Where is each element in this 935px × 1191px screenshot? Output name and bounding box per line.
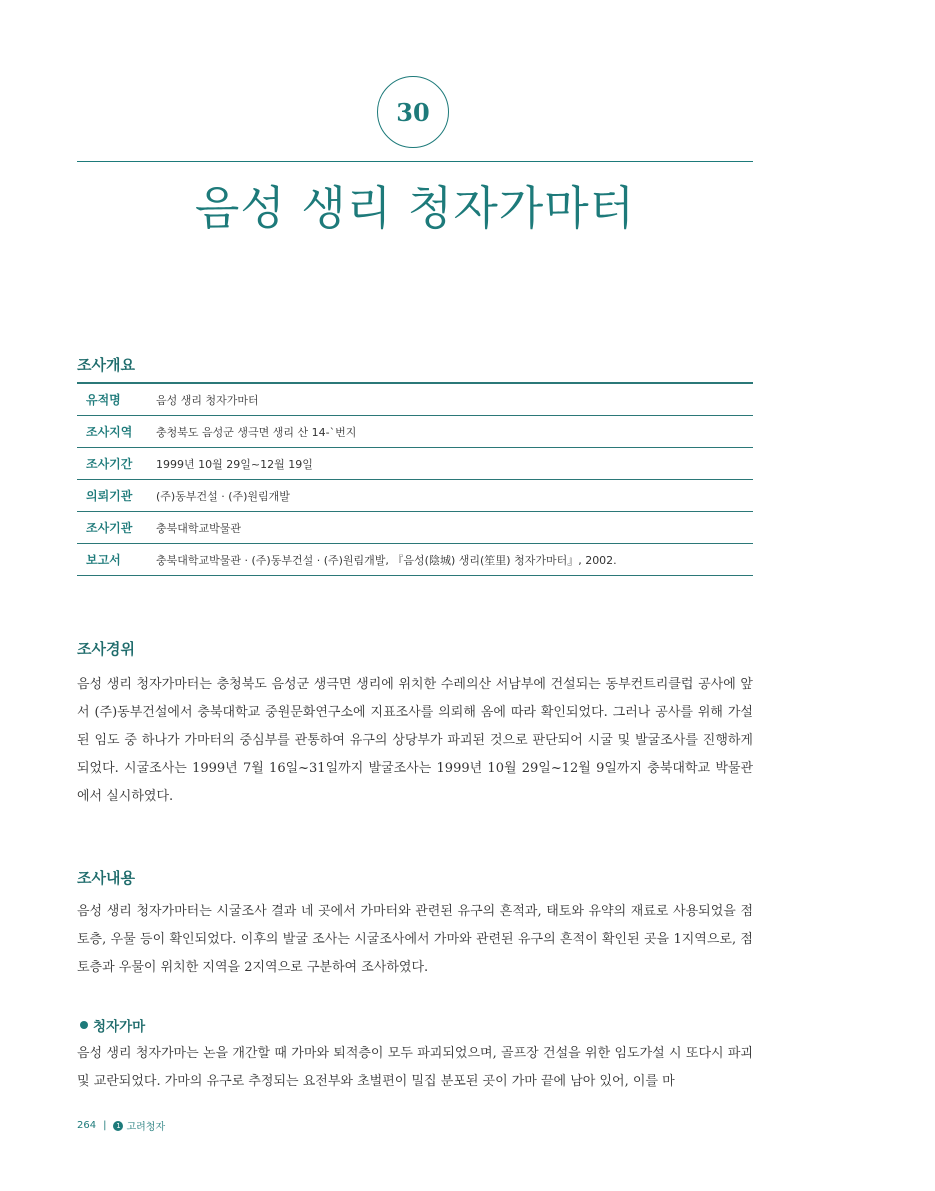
table-row — [77, 448, 753, 480]
row-label: 유적명 — [86, 393, 121, 407]
row-label: 의뢰기관 — [86, 489, 133, 503]
page-number: 264 — [77, 1120, 97, 1131]
contents-paragraph: 음성 생리 청자가마터는 시굴조사 결과 네 곳에서 가마터와 관련된 유구의 흔적과, 태토와 유약의 재료로 사용되었을 점토층, 우물 등이 확인되었다. 이후의 발굴 조사는 시굴조사에서 가마와 관련된 유구의 흔적이 확인된 곳을 1지역으로, 점토층과 우물이 위치한 지역을 2지역으로 구분하여 조사하였다. — [77, 904, 753, 975]
title-divider — [77, 161, 753, 162]
row-value: 충청북도 음성군 생극면 생리 산 14-`번지 — [156, 425, 357, 439]
row-label: 조사기관 — [86, 521, 133, 535]
footer-divider: | — [103, 1120, 107, 1131]
row-value: (주)동부건설 · (주)원림개발 — [156, 489, 290, 503]
chapter-number: 30 — [396, 97, 430, 127]
table-row — [77, 544, 753, 576]
kiln-subheading — [77, 1015, 145, 1035]
background-heading: 조사경위 — [77, 640, 135, 658]
section-title: 고려청자 — [126, 1122, 166, 1133]
page-title: 음성 생리 청자가마터 — [194, 181, 636, 235]
row-value: 1999년 10월 29일~12월 19일 — [156, 457, 313, 471]
kiln-heading-text: 청자가마 — [93, 1019, 146, 1035]
row-value: 충북대학교박물관 · (주)동부건설 · (주)원림개발, 『음성(陰城) 생리(笙里) 청자가마터』, 2002. — [156, 553, 617, 567]
row-label: 보고서 — [86, 553, 121, 567]
kiln-paragraph: 음성 생리 청자가마는 논을 개간할 때 가마와 퇴적층이 모두 파괴되었으며, 골프장 건설을 위한 임도가설 시 또다시 파괴 및 교란되었다. 가마의 유구로 추정되는 요전부와 초벌편이 밀집 분포된 곳이 가마 끝에 남아 있어, 이를 마 — [77, 1046, 753, 1089]
row-label: 조사지역 — [86, 425, 133, 439]
overview-table — [77, 382, 753, 576]
table-row — [77, 384, 753, 416]
table-row — [77, 480, 753, 512]
row-value: 음성 생리 청자가마터 — [156, 393, 259, 407]
row-label: 조사기간 — [86, 457, 133, 471]
table-row — [77, 512, 753, 544]
contents-heading: 조사내용 — [77, 869, 135, 887]
row-value: 충북대학교박물관 — [156, 521, 242, 535]
table-row — [77, 416, 753, 448]
section-number-icon: 1 — [113, 1121, 123, 1131]
page-footer — [77, 1118, 165, 1133]
overview-heading: 조사개요 — [77, 356, 135, 374]
bullet-icon — [80, 1021, 88, 1029]
background-paragraph: 음성 생리 청자가마터는 충청북도 음성군 생극면 생리에 위치한 수레의산 서남부에 건설되는 동부컨트리클럽 공사에 앞서 (주)동부건설에서 충북대학교 중원문화연구소에 지표조사를 의뢰해 옴에 따라 확인되었다. 그러나 공사를 위해 가설된 임도 중 하나가 가마터의 중심부를 관통하여 유구의 상당부가 파괴된 것으로 판단되어 시굴 및 발굴조사를 진행하게 되었다. 시굴조사는 1999년 7월 16일~31일까지 발굴조사는 1999년 10월 29일~12월 9일까지 충북대학교 박물관에서 실시하였다. — [77, 677, 753, 804]
chapter-number-badge — [377, 76, 449, 148]
